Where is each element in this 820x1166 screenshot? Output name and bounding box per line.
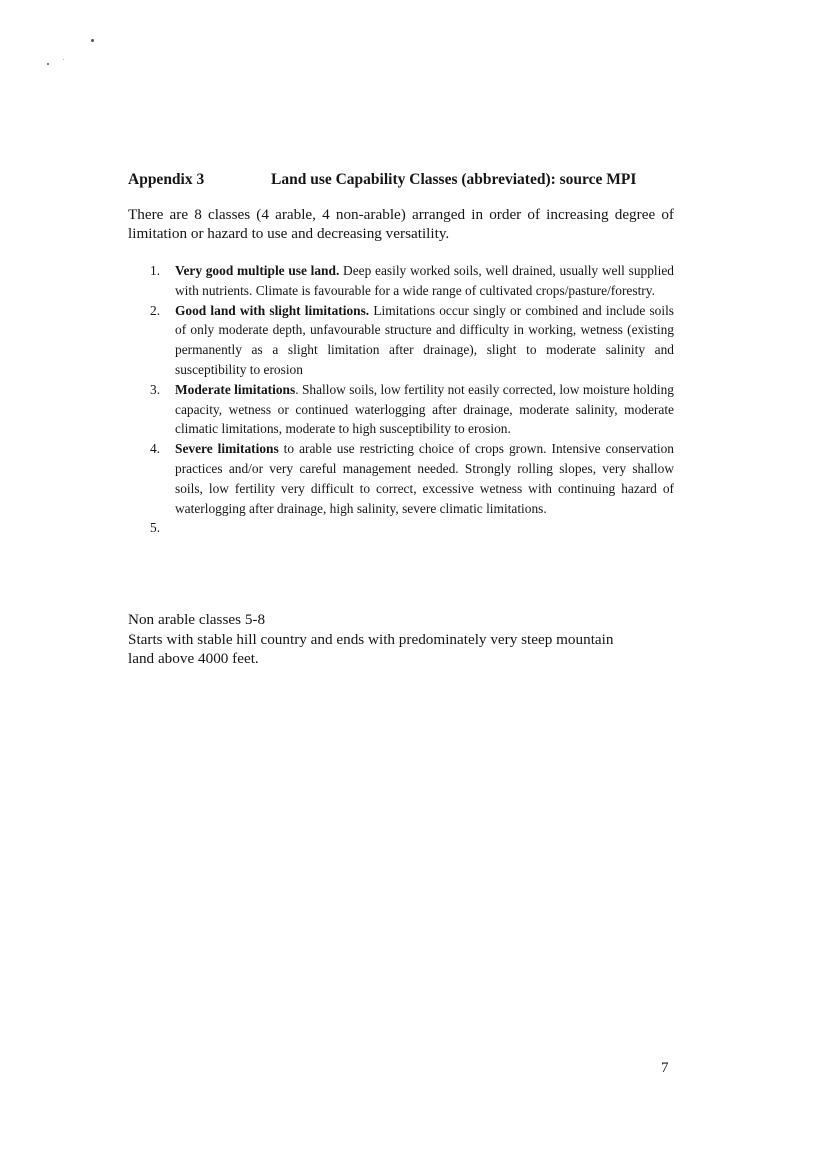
class-description: to arable use restricting choice of crops grown. Intensive conservation practices and/or very careful management needed. Strongly rolling slopes, very shallow soils, low fertility very difficult to correct, excessive wetness with continuing hazard of waterlogging after drainage, high salinity, severe climatic limitations. (175, 441, 674, 516)
class-item-1 (128, 261, 674, 301)
class-description: Deep easily worked soils, well drained, usually well supplied with nutrients. Climate is favourable for a wide range of cultivated crops/pasture/forestry. (175, 263, 674, 298)
capability-class-list (128, 261, 674, 538)
scan-speck (63, 59, 64, 60)
non-arable-line-2: land above 4000 feet. (128, 650, 259, 667)
class-number: 5. (150, 520, 161, 536)
class-item-3 (128, 380, 674, 439)
class-description: . Shallow soils, low fertility not easily corrected, low moisture holding capacity, wetness or continued waterlogging after drainage, moderate salinity, moderate climatic limitations, moderate to high susceptibility to erosion. (175, 381, 674, 437)
appendix-label: Appendix 3 (128, 171, 205, 188)
class-number: 4. (150, 441, 161, 457)
class-description: Limitations occur singly or combined and include soils of only moderate depth, unfavourable structure and difficulty in working, wetness (existing permanently as a slight limitation after drainage), slight to moderate salinity and susceptibility to erosion (175, 302, 675, 377)
non-arable-line-1: Starts with stable hill country and ends with predominately very steep mountain (128, 630, 614, 648)
class-item-4 (128, 439, 674, 518)
class-lead: Good land with slight limitations. (175, 302, 370, 318)
class-number: 3. (150, 381, 161, 397)
class-lead: Moderate limitations (175, 381, 296, 397)
page-number: 7 (661, 1060, 669, 1076)
class-item-5 (128, 518, 674, 538)
class-number: 1. (150, 263, 161, 278)
non-arable-section (128, 610, 688, 669)
class-item-2 (128, 301, 674, 380)
scan-speck (91, 39, 94, 42)
non-arable-title: Non arable classes 5-8 (128, 611, 266, 628)
intro-paragraph: There are 8 classes (4 arable, 4 non-arable) arranged in order of increasing degree of limitation or hazard to use and decreasing versatility. (128, 206, 674, 242)
class-lead: Severe limitations (175, 441, 279, 457)
scan-speck (47, 63, 49, 65)
class-number: 2. (150, 302, 161, 318)
class-lead: Very good multiple use land. (175, 263, 340, 278)
appendix-title: Land use Capability Classes (abbreviated): source MPI (271, 171, 637, 188)
